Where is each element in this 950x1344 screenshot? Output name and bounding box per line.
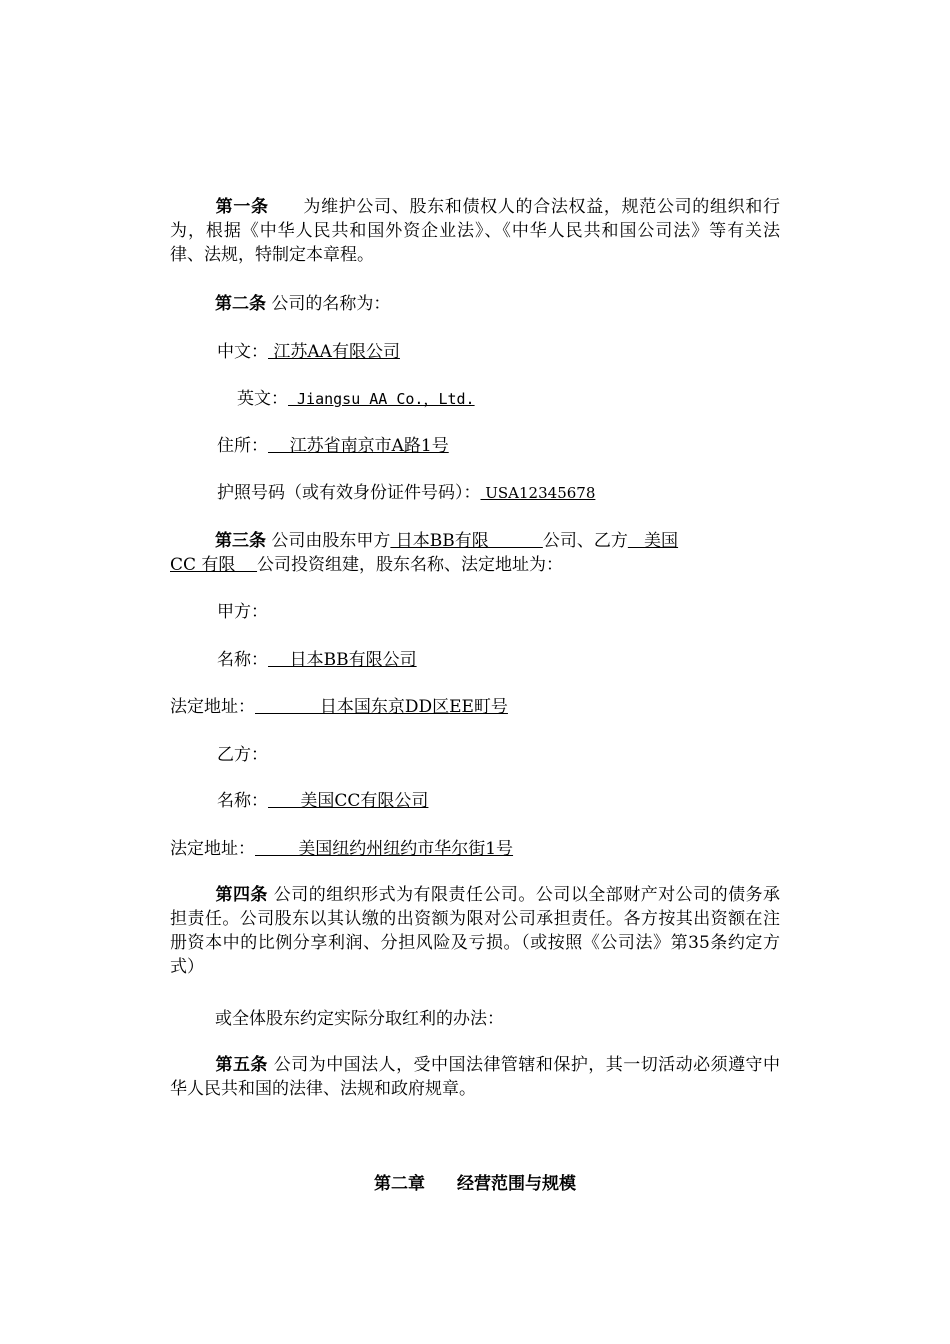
- chapter-2-label: 第二章: [374, 1174, 425, 1194]
- chapter-2-title: 经营范围与规模: [457, 1174, 576, 1194]
- party-a-name-label: 名称：: [217, 650, 268, 670]
- article-1: [170, 195, 780, 267]
- article-4-label: 第四条: [215, 885, 268, 905]
- article-5: [170, 1053, 780, 1101]
- party-b-address-row: [170, 837, 513, 861]
- party-a-address: 日本国东京DD区EE町号: [255, 697, 508, 717]
- article-2-text: 公司的名称为：: [271, 294, 391, 314]
- chinese-name-value: 江苏AA有限公司: [268, 342, 400, 362]
- article-1-text: 为维护公司、股东和债权人的合法权益，规范公司的组织和行为，根据《中华人民共和国外资企业法》、《中华人民共和国公司法》等有关法律、法规，特制定本章程。: [170, 197, 781, 265]
- party-a-company: 日本BB有限: [390, 531, 543, 551]
- party-b-heading: 乙方：: [217, 745, 268, 765]
- party-b-company-part-1: 美国: [627, 531, 679, 551]
- party-b-name: 美国CC有限公司: [268, 791, 429, 811]
- domicile-row: [217, 434, 449, 458]
- article-3-text-3: 公司投资组建，股东名称、法定地址为：: [257, 555, 564, 575]
- domicile-label: 住所：: [217, 436, 268, 456]
- party-b-address: 美国纽约州纽约市华尔街1号: [255, 839, 514, 859]
- english-name-label: 英文：: [237, 389, 288, 409]
- article-3-line-2: [170, 553, 563, 577]
- chinese-name-label: 中文：: [217, 342, 268, 362]
- article-4: [170, 883, 780, 979]
- article-5-label: 第五条: [215, 1055, 268, 1075]
- article-3-text-2: 公司、乙方: [542, 531, 628, 551]
- party-b-address-label: 法定地址：: [170, 839, 255, 859]
- party-b-name-label: 名称：: [217, 791, 268, 811]
- party-a-address-row: [170, 695, 508, 719]
- party-a-address-label: 法定地址：: [170, 697, 255, 717]
- party-b-name-row: [217, 789, 428, 813]
- party-a-name-row: [217, 648, 417, 672]
- party-a-name: 日本BB有限公司: [268, 650, 417, 670]
- article-3-label: 第三条: [215, 531, 266, 551]
- article-5-text: 公司为中国法人，受中国法律管辖和保护，其一切活动必须遵守中华人民共和国的法律、法规和政府规章。: [170, 1055, 781, 1099]
- chapter-2-heading: [0, 1172, 950, 1196]
- article-3-text-1: 公司由股东甲方: [271, 531, 391, 551]
- passport-row: [217, 481, 595, 505]
- passport-label: 护照号码（或有效身份证件号码）：: [217, 483, 481, 503]
- party-b-company-part-2: CC 有限: [170, 555, 258, 575]
- english-name-value: Jiangsu AA Co.，Ltd.: [288, 390, 475, 408]
- passport-value: USA12345678: [480, 484, 596, 502]
- article-2: [215, 292, 390, 316]
- article-4-text: 公司的组织形式为有限责任公司。公司以全部财产对公司的债务承担责任。公司股东以其认缴的出资额为限对公司承担责任。各方按其出资额在注册资本中的比例分享利润、分担风险及亏损。（或按照《公司法》第35条约定方式）: [170, 885, 781, 977]
- article-1-label: 第一条: [215, 197, 269, 217]
- party-a-heading: 甲方：: [217, 602, 268, 622]
- article-3-line-1: [215, 529, 678, 553]
- article-4-extra: 或全体股东约定实际分取红利的办法：: [215, 1009, 504, 1029]
- domicile-value: 江苏省南京市A路1号: [268, 436, 449, 456]
- chinese-name-row: [217, 340, 400, 364]
- article-2-label: 第二条: [215, 294, 266, 314]
- english-name-row: [237, 387, 475, 411]
